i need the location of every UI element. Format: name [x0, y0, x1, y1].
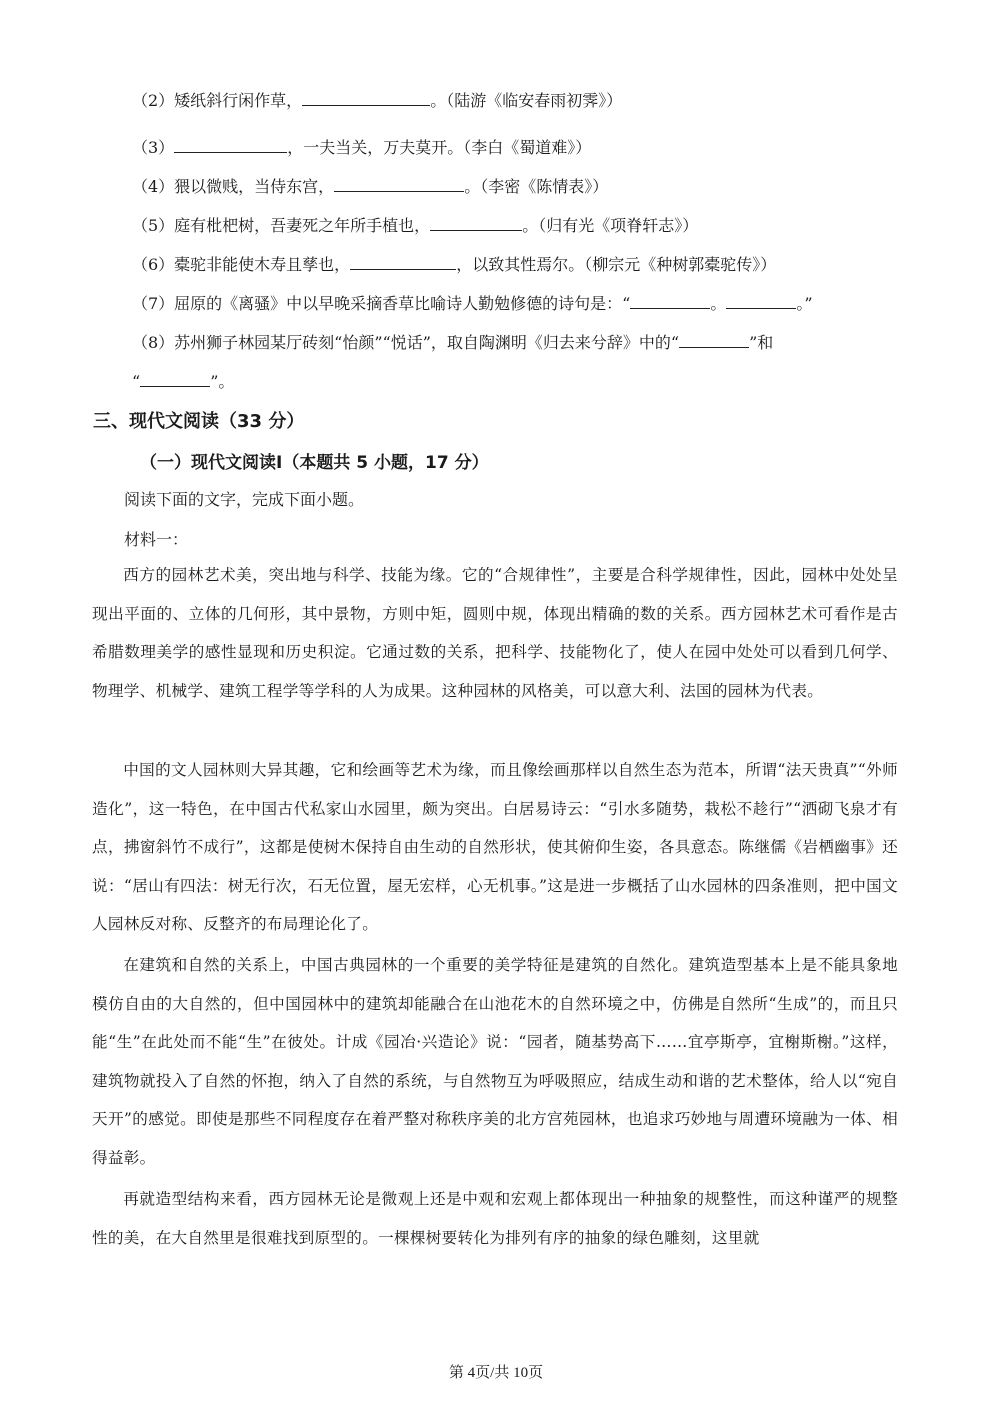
question-text: 。: [710, 294, 727, 313]
subsection-title: （一）现代文阅读Ⅰ（本题共 5 小题，17 分）: [140, 453, 489, 473]
question-text: “: [132, 372, 141, 391]
section-title: 三、现代文阅读（33 分）: [93, 411, 305, 432]
answer-blank[interactable]: [334, 174, 464, 192]
answer-blank[interactable]: [430, 213, 522, 231]
question-text: ”和: [749, 333, 774, 352]
question-text: （4）猥以微贱，当侍东宫，: [132, 177, 335, 196]
answer-blank[interactable]: [174, 135, 287, 153]
question-text: 。（陆游《临安春雨初霁》）: [430, 91, 623, 110]
answer-blank[interactable]: [679, 330, 749, 348]
question-8-continued: [132, 369, 234, 394]
question-text: （7）屈原的《离骚》中以早晚采摘香草比喻诗人勤勉修德的诗句是：“: [132, 294, 631, 313]
page-number: 第 4页/共 10页: [448, 1365, 544, 1381]
question-text: （3）: [132, 138, 175, 157]
answer-blank[interactable]: [140, 369, 210, 387]
question-7: [132, 291, 813, 316]
instruction-text: 阅读下面的文字，完成下面小题。: [124, 490, 365, 509]
question-2: [132, 88, 622, 113]
question-4: [132, 174, 608, 199]
answer-blank[interactable]: [302, 88, 430, 106]
question-3: [132, 135, 591, 160]
question-5: [132, 213, 698, 238]
question-text: ，以致其性焉尔。（柳宗元《种树郭橐驼传》）: [456, 255, 777, 274]
answer-blank[interactable]: [350, 252, 456, 270]
question-text: （2）矮纸斜行闲作草，: [132, 91, 303, 110]
question-text: （6）橐驼非能使木寿且孳也，: [132, 255, 351, 274]
question-text: ，一夫当关，万夫莫开。（李白《蜀道难》）: [287, 138, 592, 157]
question-6: [132, 252, 776, 277]
passage-paragraph-3: 在建筑和自然的关系上，中国古典园林的一个重要的美学特征是建筑的自然化。建筑造型基本上是不能具象地模仿自由的大自然的，但中国园林中的建筑却能融合在山池花木的自然环境之中，仿佛是自然所“生成”的，而且只能“生”在此处而不能“生”在彼处。计成《园冶·兴造论》说：“园者，随基势高下……宜亭斯亭，宜榭斯榭。”这样，建筑物就投入了自然的怀抱，纳入了自然的系统，与自然物互为呼吸照应，结成生动和谐的艺术整体，给人以“宛自天开”的感觉。即使是那些不同程度存在着严整对称秩序美的北方宫苑园林，也追求巧妙地与周遭环境融为一体、相得益彰。: [92, 956, 898, 1167]
question-text: 。”: [796, 294, 813, 313]
question-8: [132, 330, 773, 355]
answer-blank[interactable]: [630, 291, 710, 309]
question-text: 。（归有光《项脊轩志》）: [522, 216, 699, 235]
question-text: ”。: [210, 372, 235, 391]
passage-paragraph-2: 中国的文人园林则大异其趣，它和绘画等艺术为缘，而且像绘画那样以自然生态为范本，所谓“法天贵真”“外师造化”，这一特色，在中国古代私家山水园里，颇为突出。白居易诗云：“引水多随势，栽松不趁行”“洒砌飞泉才有点，拂窗斜竹不成行”，这都是使树木保持自由生动的自然形状，使其俯仰生姿，各具意态。陈继儒《岩栖幽事》还说：“居山有四法：树无行次，石无位置，屋无宏样，心无机事。”这是进一步概括了山水园林的四条准则，把中国文人园林反对称、反整齐的布局理论化了。: [92, 761, 898, 934]
question-text: （8）苏州狮子林园某厅砖刻“怡颜”“悦话”，取自陶渊明《归去来兮辞》中的“: [132, 333, 680, 352]
question-text: 。（李密《陈情表》）: [464, 177, 609, 196]
passage-paragraph-1: 西方的园林艺术美，突出地与科学、技能为缘。它的“合规律性”，主要是合科学规律性，因此，园林中处处呈现出平面的、立体的几何形，其中景物，方则中矩，圆则中规，体现出精确的数的关系。西方园林艺术可看作是古希腊数理美学的感性显现和历史积淀。它通过数的关系，把科学、技能物化了，使人在园中处处可以看到几何学、物理学、机械学、建筑工程学等学科的人为成果。这种园林的风格美，可以意大利、法国的园林为代表。: [92, 566, 898, 700]
question-text: （5）庭有枇杷树，吾妻死之年所手植也，: [132, 216, 431, 235]
answer-blank[interactable]: [726, 291, 796, 309]
material-label: 材料一：: [124, 530, 189, 549]
passage-paragraph-4: 再就造型结构来看，西方园林无论是微观上还是中观和宏观上都体现出一种抽象的规整性，而这种谨严的规整性的美，在大自然里是很难找到原型的。一棵棵树要转化为排列有序的抽象的绿色雕刻，这里就: [92, 1190, 898, 1247]
